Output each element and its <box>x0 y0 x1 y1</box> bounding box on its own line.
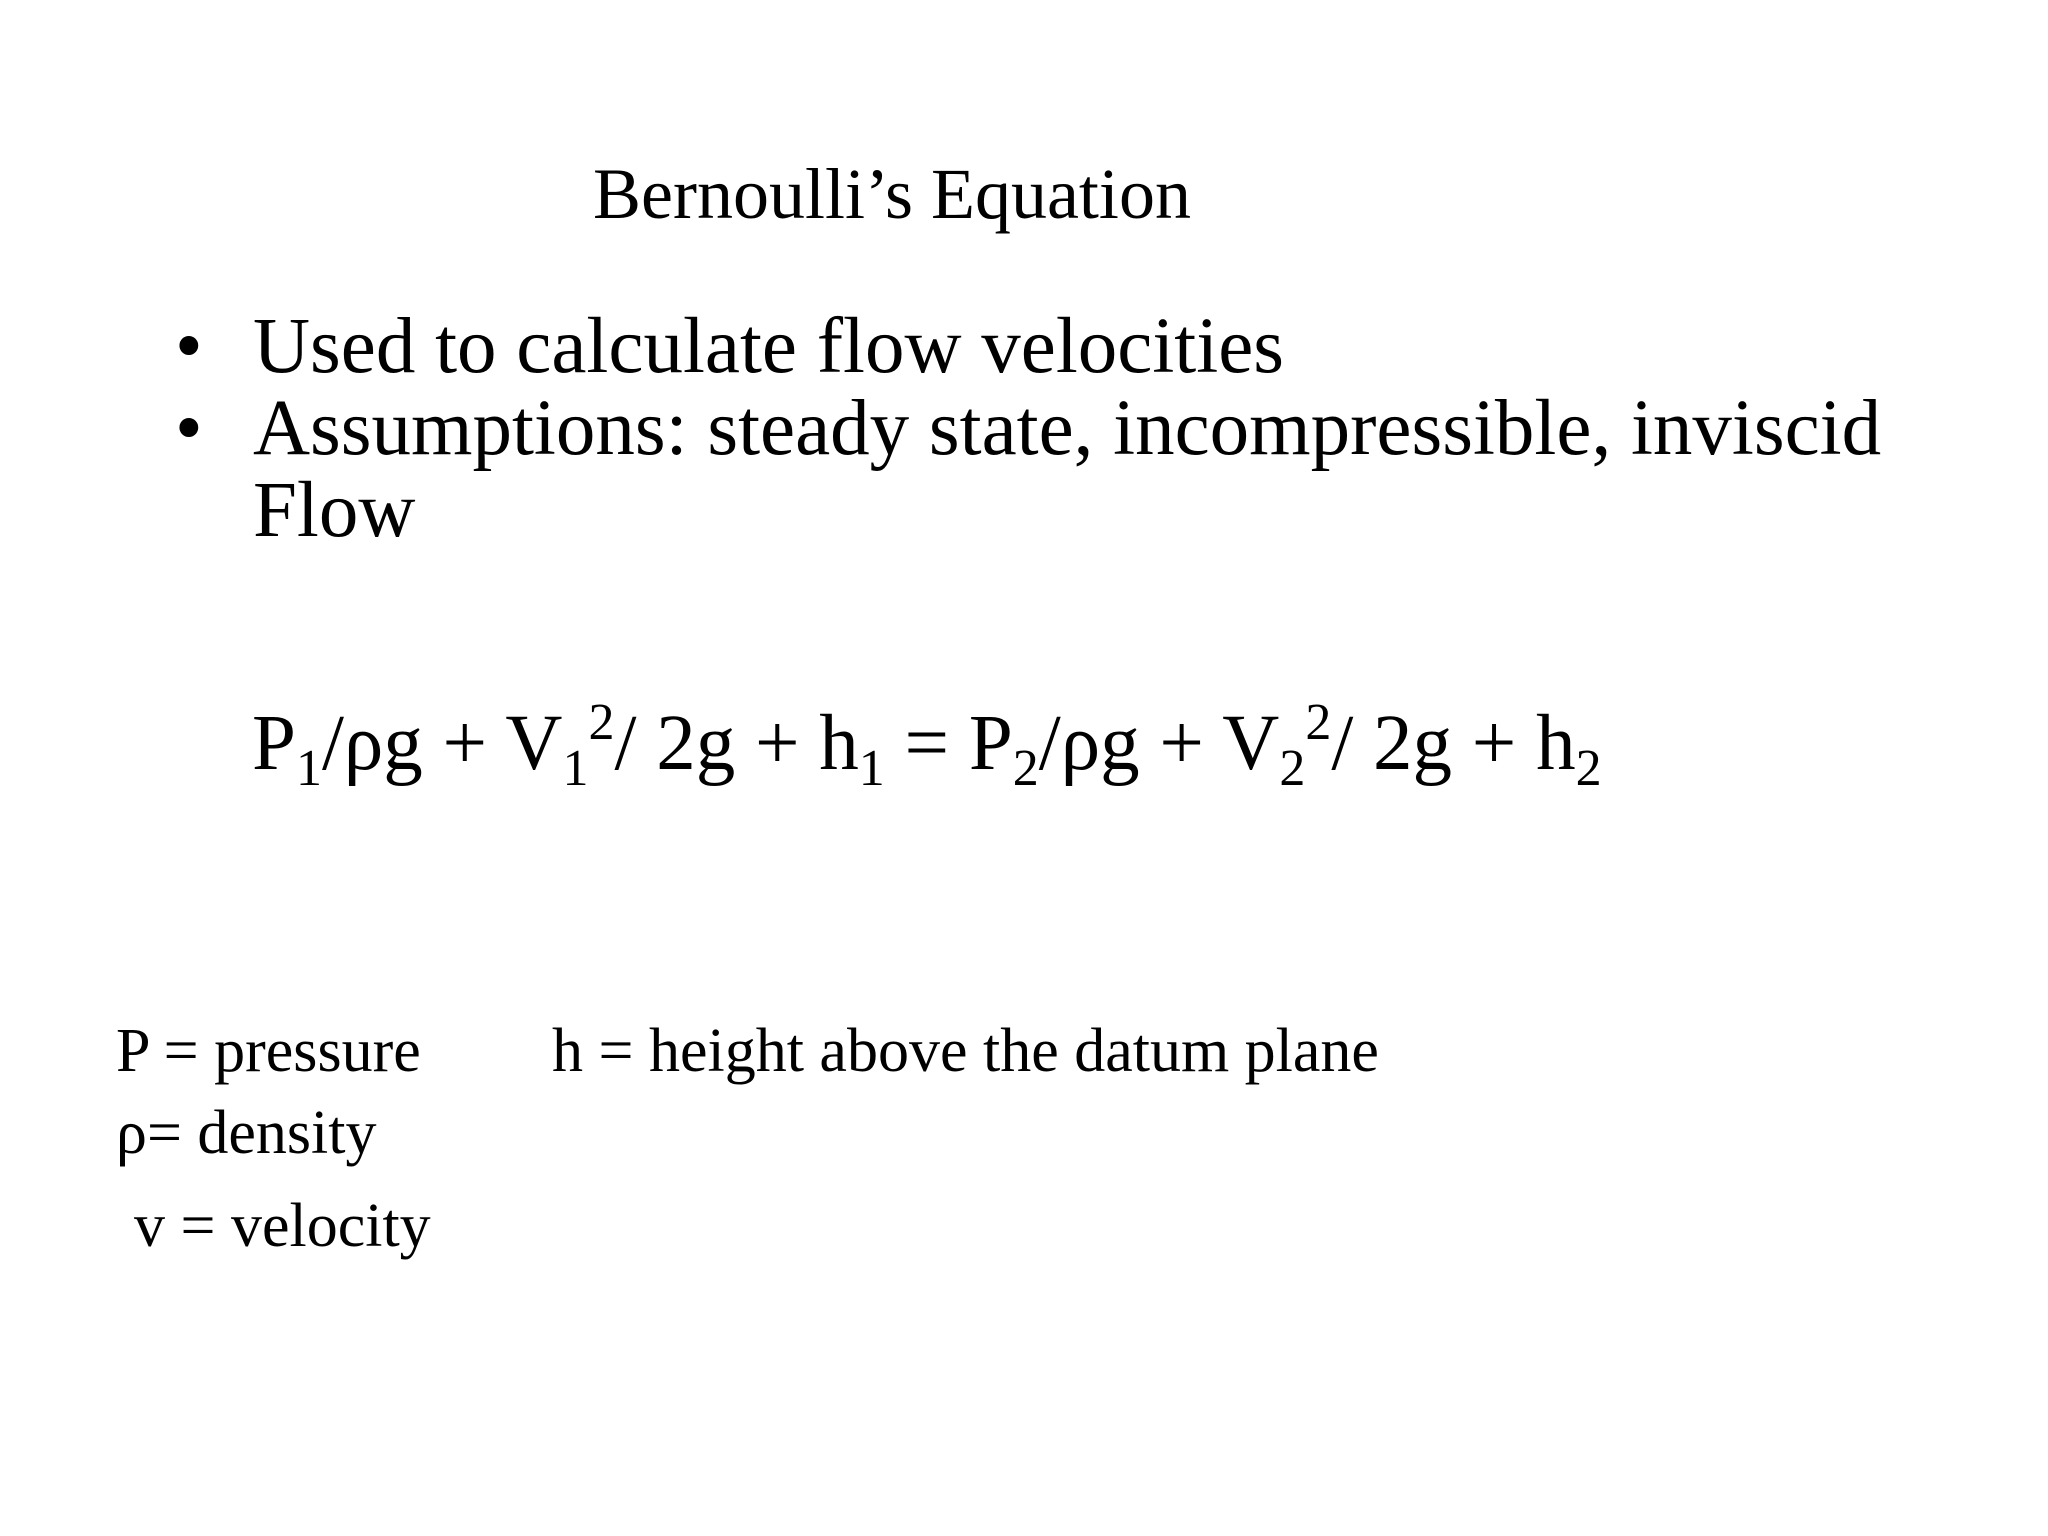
bullet-continuation-text: Flow <box>253 467 416 554</box>
legend-height: h = height above the datum plane <box>552 1017 1379 1085</box>
legend-density: ρ= density <box>116 1099 377 1167</box>
bullet-marker: • <box>175 303 203 390</box>
equation-rhs-v-superscript: 2 <box>1305 694 1332 751</box>
bullet-list <box>175 303 1975 554</box>
equation-equals-p: = P <box>884 700 1013 787</box>
equation-lhs-v-subscript: 1 <box>562 740 589 797</box>
bullet-continuation-line <box>175 467 1975 554</box>
equation-rhs-density-term: /ρg + V <box>1038 700 1280 787</box>
bullet-marker: • <box>175 385 203 472</box>
equation-rhs-gravity-term: / 2g + h <box>1331 700 1576 787</box>
equation-lhs-v-superscript: 2 <box>588 694 615 751</box>
bullet-item-flow-velocities <box>175 303 1975 390</box>
equation-lhs-h-subscript: 1 <box>858 740 885 797</box>
bullet-item-assumptions <box>175 385 1975 472</box>
legend-velocity: v = velocity <box>134 1192 431 1260</box>
equation-lhs-gravity-term: / 2g + h <box>614 700 859 787</box>
equation-rhs-h-subscript: 2 <box>1575 740 1602 797</box>
equation-rhs-v-subscript: 2 <box>1279 740 1306 797</box>
bullet-text: Used to calculate flow velocities <box>253 303 1285 390</box>
equation-rhs-p-subscript: 2 <box>1012 740 1039 797</box>
equation-lhs-p-subscript: 1 <box>295 740 322 797</box>
legend-pressure: P = pressure <box>116 1017 421 1085</box>
slide-title: Bernoulli’s Equation <box>593 154 1191 234</box>
bullet-text: Assumptions: steady state, incompressible, inviscid <box>253 385 1882 472</box>
equation-lhs-density-term: /ρg + V <box>321 700 563 787</box>
equation-lhs-p: P <box>252 700 296 787</box>
bernoulli-equation <box>252 694 1602 797</box>
